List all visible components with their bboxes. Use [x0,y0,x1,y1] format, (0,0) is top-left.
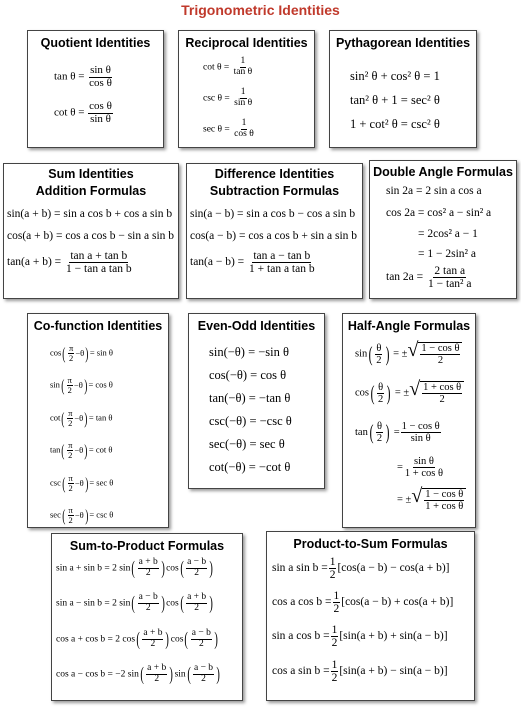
double-angle-box [369,160,517,299]
quotient-formula-cot: cot θ = $\frac{\text{cos θ}}{\text{sin θ}}$ [54,100,112,125]
difference-heading-line2: Subtraction Formulas [209,184,340,198]
double-formula-cos-alt1: = 2cos² a − 1 [418,228,478,240]
difference-heading-line1: Difference Identities [214,167,335,181]
sum-formula-sin: sin(a + b) = sin a cos b + cos a sin b [7,208,173,220]
cofunction-formula: tan ( π 2 − θ ) = cot θ [50,440,113,460]
difference-formula-tan: tan(a − b) = $\frac{\text{tan a − tan b}}{\text{1 + tan a tan b}}$ [190,250,315,276]
even-odd-formula: sin(−θ) = −sin θ [209,345,289,359]
half-angle-heading: Half-Angle Formulas [347,319,471,333]
cofunction-formula: sin ( π 2 − θ ) = cos θ [50,375,113,395]
sum-to-product-formula: cos a + cos b = 2 cos ( a + b 2 ) cos ( a − b 2 ) [56,628,218,650]
pythagorean-heading: Pythagorean Identities [335,36,471,50]
double-formula-cos: cos 2a = cos² a − sin² a [386,207,492,219]
half-angle-tan-alt2: = ± √ 1 − cos θ 1 + cos θ [397,488,466,512]
cofunction-formula: cos ( π 2 − θ ) = sin θ [50,343,113,363]
cofunction-heading: Co-function Identities [33,319,163,333]
product-to-sum-formula: sin a cos b = $\frac{1}{2}$ [sin(a + b) + sin(a − b)] [272,624,448,650]
cofunction-formula: csc ( π 2 − θ ) = sec θ [50,473,114,493]
even-odd-identities-box [188,313,325,489]
sum-heading-line1: Sum Identities [48,167,134,181]
double-formula-sin: sin 2a = 2 sin a cos a [386,185,482,197]
sum-identities-box [3,163,179,299]
even-odd-formula: tan(−θ) = −tan θ [209,391,291,405]
sum-to-product-heading: Sum-to-Product Formulas [69,539,225,553]
product-to-sum-formula: cos a sin b = $\frac{1}{2}$ [sin(a + b) − sin(a − b)] [272,659,448,685]
sum-formula-cos: cos(a + b) = cos a cos b − sin a sin b [7,230,175,242]
even-odd-formula: cot(−θ) = −cot θ [209,460,291,474]
product-to-sum-heading: Product-to-Sum Formulas [293,537,448,551]
page-title: Trigonometric Identities [181,2,340,18]
product-to-sum-box [266,531,475,701]
even-odd-formula: sec(−θ) = sec θ [209,437,285,451]
pythagorean-formula-1: sin² θ + cos² θ = 1 [350,69,440,83]
difference-formula-sin: sin(a − b) = sin a cos b − cos a sin b [190,208,356,220]
quotient-heading: Quotient Identities [40,36,151,50]
sum-heading-line2: Addition Formulas [35,184,147,198]
product-to-sum-formula: cos a cos b = $\frac{1}{2}$ [cos(a − b) + cos(a + b)] [272,590,454,616]
quotient-identities-box [27,30,164,148]
reciprocal-identities-box [178,30,315,148]
even-odd-formula: csc(−θ) = −csc θ [209,414,292,428]
double-formula-tan: tan 2a = $\frac{\text{2 tan a}}{\text{1 − tan² a}}$ [386,265,472,291]
pythagorean-identities-box [329,30,477,148]
cofunction-formula: sec ( π 2 − θ ) = csc θ [50,505,114,525]
pythagorean-formula-2: tan² θ + 1 = sec² θ [350,93,440,107]
double-formula-cos-alt2: = 1 − 2sin² a [418,248,476,260]
sum-to-product-formula: sin a + sin b = 2 sin ( a + b 2 ) cos ( a − b 2 ) [56,557,214,579]
sum-to-product-box [51,533,243,701]
half-angle-tan-alt1: = $\frac{\text{sin θ}}{\text{1 + cos θ}}$ [397,456,443,480]
reciprocal-formula-csc: csc θ = $\frac{1}{\text{sin θ}}$ [203,87,253,108]
half-angle-sin: sin ( θ 2 ) = ± √ 1 − cos θ 2 [355,342,462,366]
sum-formula-tan: tan(a + b) = $\frac{\text{tan a + tan b}}{\text{1 − tan a tan b}}$ [7,250,132,276]
half-angle-cos: cos ( θ 2 ) = ± √ 1 + cos θ 2 [355,381,464,405]
even-odd-formula: cos(−θ) = cos θ [209,368,287,382]
cofunction-identities-box [27,313,169,528]
pythagorean-formula-3: 1 + cot² θ = csc² θ [350,117,440,131]
difference-identities-box [186,163,363,299]
even-odd-heading: Even-Odd Identities [197,319,316,333]
sum-to-product-formula: cos a − cos b = −2 sin ( a + b 2 ) sin ( a − b 2 ) [56,663,220,685]
reciprocal-formula-sec: sec θ = $\frac{1}{\text{cos θ}}$ [203,118,254,139]
double-angle-heading: Double Angle Formulas [373,165,513,179]
reciprocal-formula-cot: cot θ = $\frac{1}{\text{tan θ}}$ [203,56,253,77]
cofunction-formula: cot ( π 2 − θ ) = tan θ [50,408,113,428]
sum-to-product-formula: sin a − sin b = 2 sin ( a − b 2 ) cos ( a + b 2 ) [56,592,214,614]
half-angle-box [342,313,476,528]
difference-formula-cos: cos(a − b) = cos a cos b + sin a sin b [190,230,358,242]
quotient-formula-tan: tan θ = $\frac{\text{sin θ}}{\text{cos θ}}$ [54,64,112,89]
reciprocal-heading: Reciprocal Identities [185,36,308,50]
product-to-sum-formula: sin a sin b = $\frac{1}{2}$ [cos(a − b) − cos(a + b)] [272,556,450,582]
half-angle-tan: tan ( θ 2 ) = $\frac{\text{1 − cos θ}}{\text{sin θ}}$ [355,420,440,445]
